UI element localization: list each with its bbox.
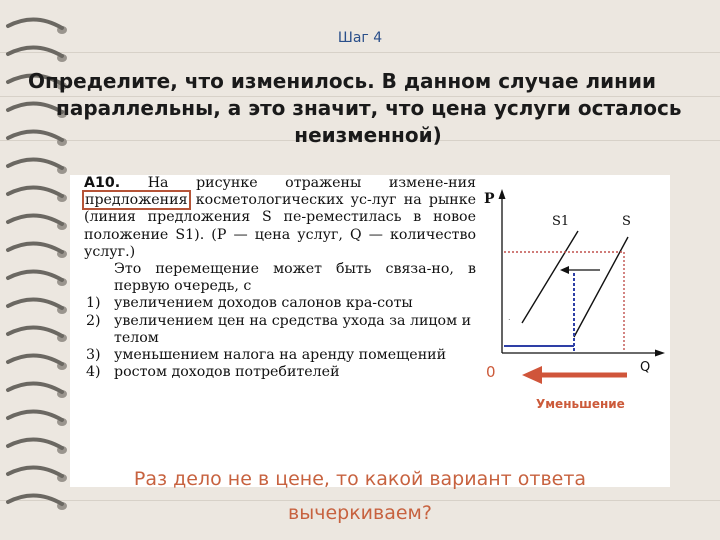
option-text: уменьшением налога на аренду помещений xyxy=(114,347,447,364)
question-line-2: вычеркиваем? xyxy=(288,502,432,524)
s1-label: S1 xyxy=(552,214,570,229)
option-text: ростом доходов потребителей xyxy=(114,364,340,381)
answer-option[interactable] xyxy=(84,347,476,364)
task-intro-start: На рисунке отражены измене-ния xyxy=(147,175,476,191)
heading-line-2: параллельны, а это значит, что цена услуги осталось xyxy=(56,96,682,120)
task-text xyxy=(84,175,476,381)
task-intro xyxy=(84,175,476,261)
binding-ring xyxy=(8,47,62,56)
shift-arrow-head xyxy=(560,266,569,274)
option-number: 1) xyxy=(86,295,101,312)
option-number: 3) xyxy=(86,347,101,364)
task-card xyxy=(70,175,670,487)
highlighted-word: предложения xyxy=(85,192,188,209)
heading-line-3: неизменной) xyxy=(294,123,442,147)
q-axis-arrow xyxy=(655,350,665,357)
binding-ring xyxy=(8,271,62,280)
option-text: увеличением цен на средства ухода за лицом и телом xyxy=(114,312,472,346)
supply-graph xyxy=(482,175,670,425)
decrease-label: Уменьшение xyxy=(536,397,625,411)
question-line-1: Раз дело не в цене, то какой вариант ответа xyxy=(133,468,587,490)
option-text: увеличением доходов салонов кра-соты xyxy=(114,295,413,312)
tick-mark: . xyxy=(508,313,511,322)
binding-ring xyxy=(8,243,62,252)
decrease-arrow-head xyxy=(522,366,542,384)
option-number: 4) xyxy=(86,364,101,381)
binding-ring xyxy=(8,411,62,420)
supply-curve-s1 xyxy=(522,231,578,323)
task-number: А10. xyxy=(84,175,121,191)
binding-ring xyxy=(8,19,62,28)
binding-ring xyxy=(8,299,62,308)
binding-ring xyxy=(8,327,62,336)
origin-label: 0 xyxy=(486,363,496,381)
option-number: 2) xyxy=(86,312,101,329)
answer-option[interactable] xyxy=(84,313,476,347)
binding-ring xyxy=(8,383,62,392)
q-axis-label: Q xyxy=(640,360,651,375)
step-title: Шаг 4 xyxy=(337,30,383,46)
answer-option[interactable] xyxy=(84,295,476,312)
slide-heading xyxy=(28,68,708,149)
binding-ring xyxy=(8,439,62,448)
task-intro-end: косметологических ус-луг на рынке (линия предложения S пе-реместилась в новое положение S1). (P — цена услуг, Q — количество услуг.) xyxy=(84,192,476,260)
answer-option[interactable] xyxy=(84,364,476,381)
answer-options xyxy=(84,295,476,381)
p-axis-arrow xyxy=(499,189,506,199)
binding-ring xyxy=(8,187,62,196)
task-prompt: Это перемещение может быть связа-но, в первую очередь, с xyxy=(114,261,476,295)
binding-ring xyxy=(8,355,62,364)
binding-ring xyxy=(8,159,62,168)
question-text xyxy=(0,462,720,530)
binding-ring xyxy=(8,215,62,224)
p-axis-label: P xyxy=(484,191,495,207)
heading-line-1: Определите, что изменилось. В данном случае линии xyxy=(28,69,656,93)
s-label: S xyxy=(622,214,631,229)
